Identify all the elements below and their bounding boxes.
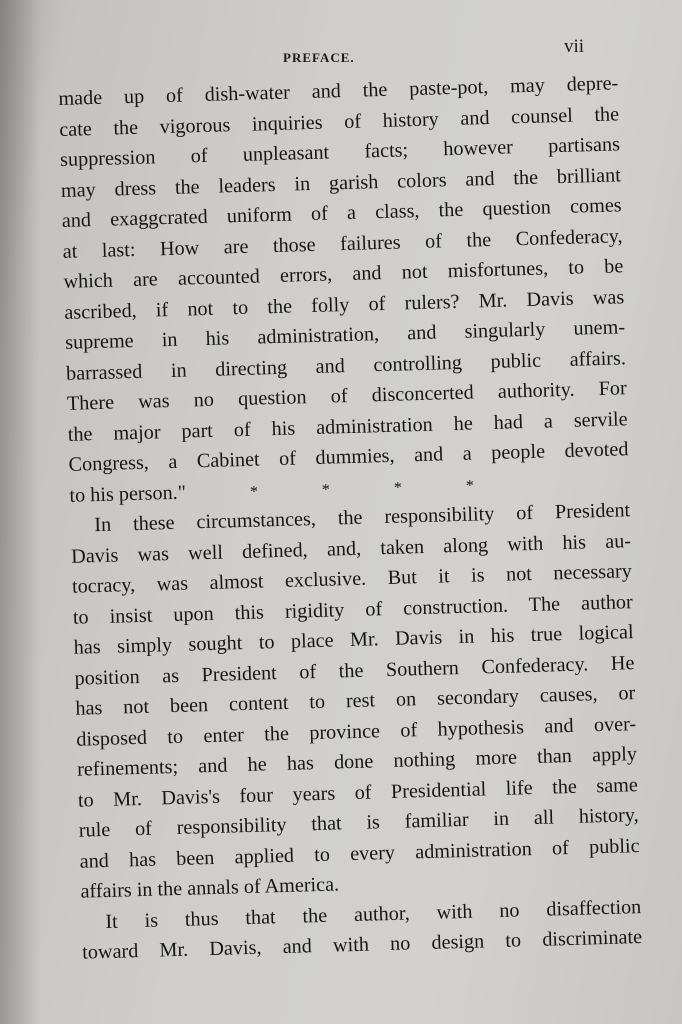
text-line: disposed to enter the province of hypothesis and over- <box>75 712 637 751</box>
text-line: supreme in his administration, and singularly unem- <box>64 316 626 354</box>
text-line: cate the vigorous inquiries of history and counsel the <box>58 102 620 141</box>
text-line: and exaggcrated uniform of a class, the question comes <box>61 194 622 232</box>
text-line: to his person." <box>69 481 187 507</box>
binding-shadow <box>0 0 40 1024</box>
text-line: Davis was well defined, and, taken along with his au- <box>70 529 632 568</box>
text-line: at last: How are those failures of the Confederacy, <box>62 224 623 263</box>
text-line: suppression of unpleasant facts; however partisans <box>59 133 621 171</box>
text-line: rule of responsibility that is familiar in all history, <box>78 804 639 842</box>
text-line: refinements; and he has done nothing more than apply <box>76 743 638 781</box>
text-line: It is thus that the author, with no disaffection <box>105 895 642 933</box>
text-line: has not been content to rest on secondary causes, or <box>75 682 636 720</box>
text-line: has simply sought to place Mr. Davis in his true logical <box>73 621 634 659</box>
text-line: toward Mr. Davis, and with no design to discriminate <box>81 926 643 964</box>
text-line: affairs in the annals of America. <box>80 873 340 903</box>
text-line: to Mr. Davis's four years of Presidential life the same <box>77 773 639 812</box>
text-line: position as President of the Southern Confederacy. He <box>74 651 635 690</box>
text-line: In these circumstances, the responsibility of President <box>94 499 631 537</box>
text-line: to insist upon this rigidity of construction. The author <box>72 590 633 629</box>
paragraph-2 <box>70 495 641 907</box>
text-line: Congress, a Cabinet of dummies, and a people devoted <box>68 438 629 476</box>
body-text <box>58 68 642 968</box>
text-line: barrassed in directing and controlling public affairs. <box>65 346 627 385</box>
text-line: There was no question of disconcerted authority. For <box>66 377 628 415</box>
text-line: which are accounted errors, and not misfortunes, to be <box>63 255 624 293</box>
page-header <box>0 36 682 72</box>
page-number: vii <box>564 36 585 57</box>
text-line: made up of dish-water and the paste-pot, may depre- <box>58 72 619 110</box>
paragraph-1 <box>58 68 630 510</box>
running-title: PREFACE. <box>283 50 355 65</box>
text-line: the major part of his administration he had a servile <box>67 407 628 446</box>
ellipsis-stars: * * * * <box>249 477 475 501</box>
text-line: may dress the leaders in garish colors and the brilliant <box>60 163 622 202</box>
text-line: and has been applied to every administration of public <box>79 834 640 873</box>
text-line: tocracy, was almost exclusive. But it is not necessary <box>71 560 633 598</box>
text-line: ascribed, if not to the folly of rulers? Mr. Davis was <box>64 285 625 324</box>
